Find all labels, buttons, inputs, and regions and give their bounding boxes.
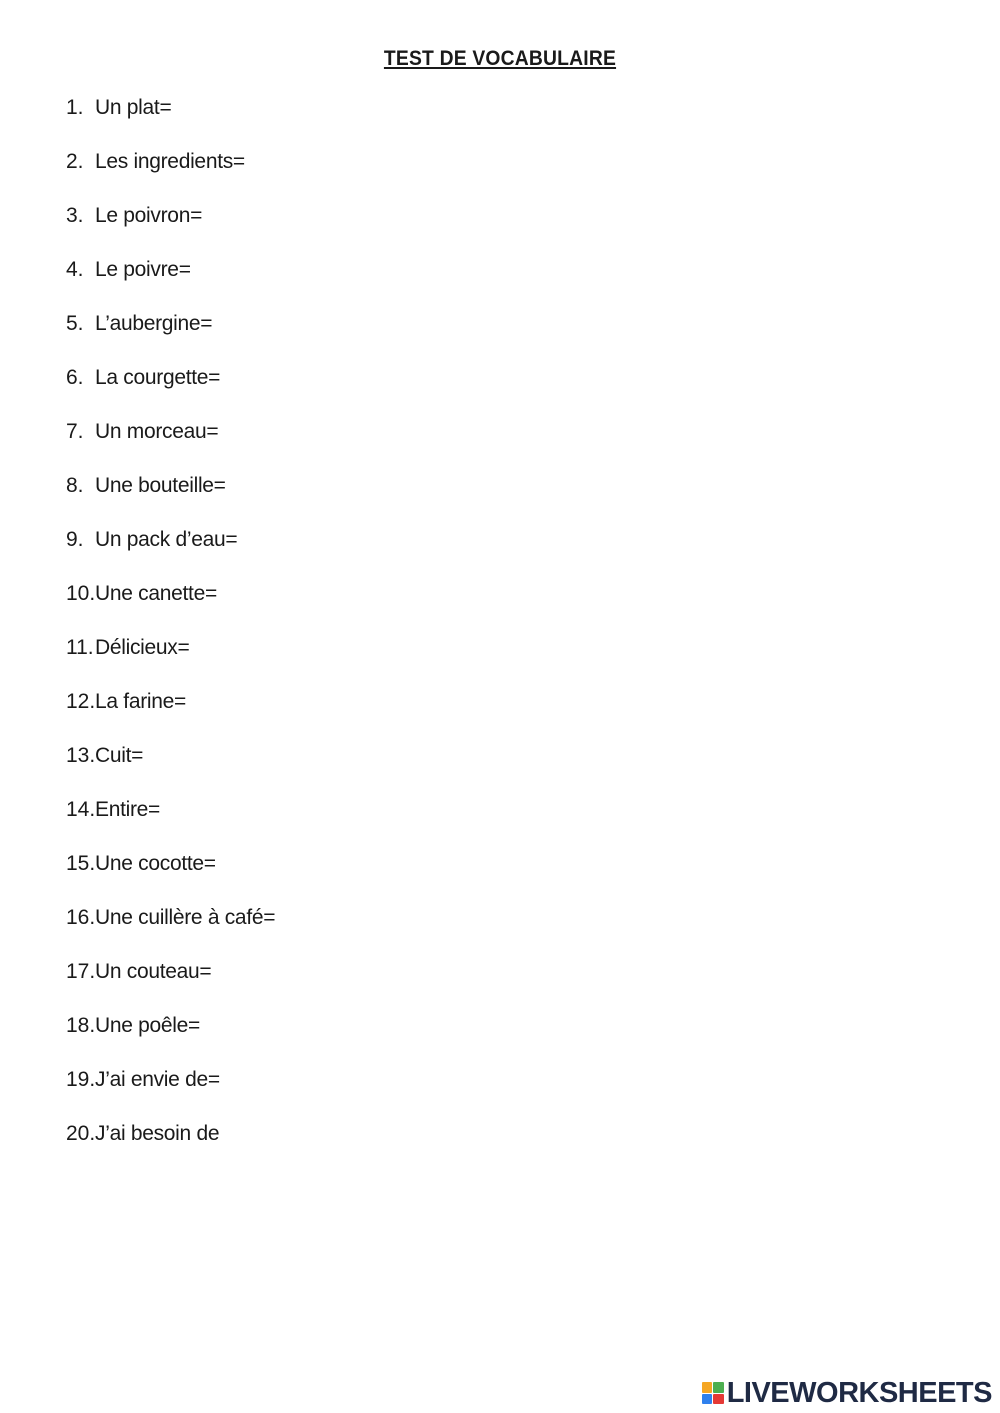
list-item [66,310,275,364]
item-number: 2. [66,150,84,173]
item-number: 1. [66,96,84,119]
vocab-term: J’ai envie de= [95,1068,220,1091]
item-number: 12. [66,690,96,713]
list-item [66,1012,275,1066]
list-item [66,1120,275,1174]
list-item [66,148,275,202]
vocab-term: Une canette= [95,582,217,605]
item-number: 19. [66,1068,96,1091]
list-item [66,742,275,796]
list-item [66,688,275,742]
item-number: 6. [66,366,84,389]
item-number: 10. [66,582,96,605]
vocabulary-list [66,94,275,1174]
item-number: 20. [66,1122,96,1145]
item-number: 8. [66,474,84,497]
list-item [66,202,275,256]
list-item [66,418,275,472]
vocab-term: Un morceau= [95,420,219,443]
vocab-term: Le poivre= [95,258,191,281]
list-item [66,634,275,688]
vocab-term: Une cuillère à café= [95,906,276,929]
list-item [66,580,275,634]
item-number: 15. [66,852,96,875]
item-number: 5. [66,312,84,335]
vocab-term: La farine= [95,690,186,713]
item-number: 4. [66,258,84,281]
list-item [66,364,275,418]
vocab-term: Le poivron= [95,204,203,227]
list-item [66,850,275,904]
list-item [66,256,275,310]
liveworksheets-brand [702,1379,992,1407]
list-item [66,958,275,1012]
vocab-term: J’ai besoin de [95,1122,220,1145]
vocab-term: Une cocotte= [95,852,216,875]
item-number: 14. [66,798,96,821]
item-number: 18. [66,1014,96,1037]
vocab-term: La courgette= [95,366,221,389]
vocab-term: Les ingredients= [95,150,245,173]
list-item [66,526,275,580]
vocab-term: Cuit= [95,744,144,767]
vocab-term: Entire= [95,798,161,821]
vocab-term: Un pack d’eau= [95,528,238,551]
item-number: 7. [66,420,84,443]
vocab-term: L’aubergine= [95,312,213,335]
vocab-term: Une poêle= [95,1014,201,1037]
list-item [66,1066,275,1120]
list-item [66,904,275,958]
item-number: 3. [66,204,84,227]
liveworksheets-logo-icon [702,1382,724,1404]
list-item [66,796,275,850]
item-number: 17. [66,960,96,983]
vocab-term: Un couteau= [95,960,212,983]
item-number: 9. [66,528,84,551]
list-item [66,94,275,148]
item-number: 13. [66,744,96,767]
vocab-term: Délicieux= [95,636,190,659]
list-item [66,472,275,526]
brand-text: LIVEWORKSHEETS [726,1377,992,1409]
vocab-term: Une bouteille= [95,474,226,497]
item-number: 11. [66,636,94,659]
vocab-term: Un plat= [95,96,172,119]
page-title: TEST DE VOCABULAIRE [383,47,617,70]
item-number: 16. [66,906,96,929]
